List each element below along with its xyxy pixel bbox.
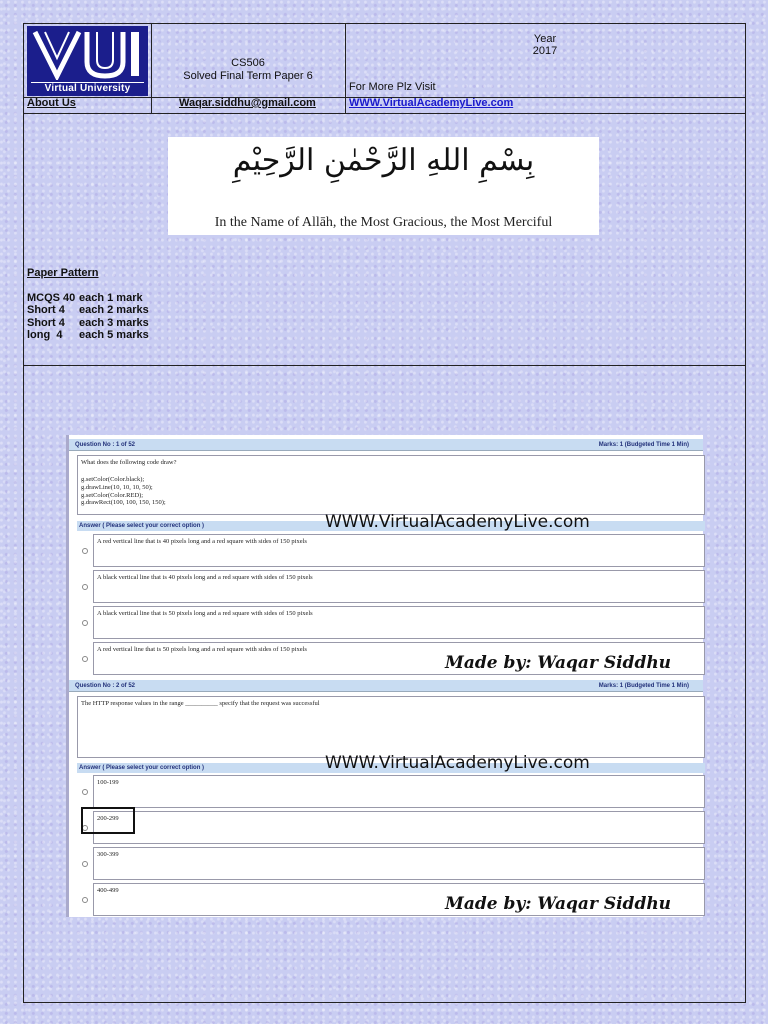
- question-text: What does the following code draw?: [81, 459, 177, 466]
- course-code: CS506: [231, 57, 265, 69]
- paper-title: Solved Final Term Paper 6: [183, 70, 313, 82]
- option-radio[interactable]: [82, 584, 88, 590]
- option-radio[interactable]: [82, 620, 88, 626]
- answer-option[interactable]: A red vertical line that is 50 pixels long and a red square with sides of 150 pixels: [93, 642, 705, 675]
- bismillah-translation: In the Name of Allāh, the Most Gracious, the Most Merciful: [214, 215, 553, 230]
- answer-option[interactable]: A black vertical line that is 50 pixels long and a red square with sides of 150 pixels: [93, 606, 705, 639]
- answer-option[interactable]: 100-199: [93, 775, 705, 808]
- answer-option[interactable]: 300-399: [93, 847, 705, 880]
- question-text-box: [77, 455, 705, 515]
- answer-option[interactable]: A black vertical line that is 40 pixels long and a red square with sides of 150 pixels: [93, 570, 705, 603]
- option-radio[interactable]: [82, 789, 88, 795]
- year-label: Year: [533, 33, 557, 45]
- pattern-row: long 4 each 5 marks: [27, 328, 149, 341]
- answer-header: Answer ( Please select your correct option ): [77, 521, 705, 531]
- pattern-row: Short 4 each 3 marks: [27, 316, 149, 329]
- year-value: 2017: [532, 45, 558, 57]
- correct-answer-highlight: [81, 807, 135, 834]
- answer-header: Answer ( Please select your correct option ): [77, 763, 705, 773]
- question-number: Question No : 1 of 52: [75, 442, 136, 448]
- question-header: [69, 680, 703, 692]
- made-by-watermark: Made by: Waqar Siddhu: [445, 653, 672, 673]
- option-radio[interactable]: [82, 656, 88, 662]
- exam-screenshot: [66, 435, 703, 917]
- option-radio[interactable]: [82, 861, 88, 867]
- paper-pattern-heading: Paper Pattern: [27, 267, 99, 279]
- answer-option[interactable]: 400-499: [93, 883, 705, 916]
- question-marks: Marks: 1 (Budgeted Time 1 Min): [598, 442, 689, 448]
- question-text-box: [77, 696, 705, 758]
- question-header: [69, 439, 703, 451]
- website-link[interactable]: WWW.VirtualAcademyLive.com: [349, 97, 514, 109]
- option-radio[interactable]: [82, 548, 88, 554]
- pattern-row: MCQS 40 each 1 mark: [27, 292, 143, 304]
- bismillah-banner: [168, 137, 599, 235]
- about-us-link[interactable]: About Us: [27, 97, 76, 109]
- answer-option-correct[interactable]: 200-299: [93, 811, 705, 844]
- bismillah-arabic: بِسْمِ اللهِ الرَّحْمٰنِ الرَّحِيْمِ: [232, 143, 535, 178]
- question-code: g.setColor(Color.black); g.drawLine(10, 10, 10, 50); g.setColor(Color.RED); g.drawRect(100, 100, 150, 150);: [81, 476, 166, 507]
- vu-logo-mark: [31, 28, 144, 80]
- email-link[interactable]: Waqar.siddhu@gmail.com: [179, 97, 316, 109]
- made-by-watermark: Made by: Waqar Siddhu: [445, 894, 672, 914]
- logo-caption: Virtual University: [31, 82, 144, 94]
- answer-option[interactable]: A red vertical line that is 40 pixels long and a red square with sides of 150 pixels: [93, 534, 705, 567]
- watermark: WWW.VirtualAcademyLive.com: [325, 753, 590, 773]
- question-text: The HTTP response values in the range __________ specify that the request was successful: [81, 700, 320, 707]
- pattern-row: Short 4 each 2 marks: [27, 304, 149, 317]
- virtual-university-logo: [27, 26, 148, 96]
- option-radio[interactable]: [82, 897, 88, 903]
- question-marks: Marks: 1 (Budgeted Time 1 Min): [598, 683, 689, 689]
- question-number: Question No : 2 of 52: [75, 683, 136, 689]
- paper-pattern-list: [27, 292, 149, 341]
- watermark: WWW.VirtualAcademyLive.com: [325, 512, 590, 532]
- visit-text: For More Plz Visit: [349, 81, 436, 93]
